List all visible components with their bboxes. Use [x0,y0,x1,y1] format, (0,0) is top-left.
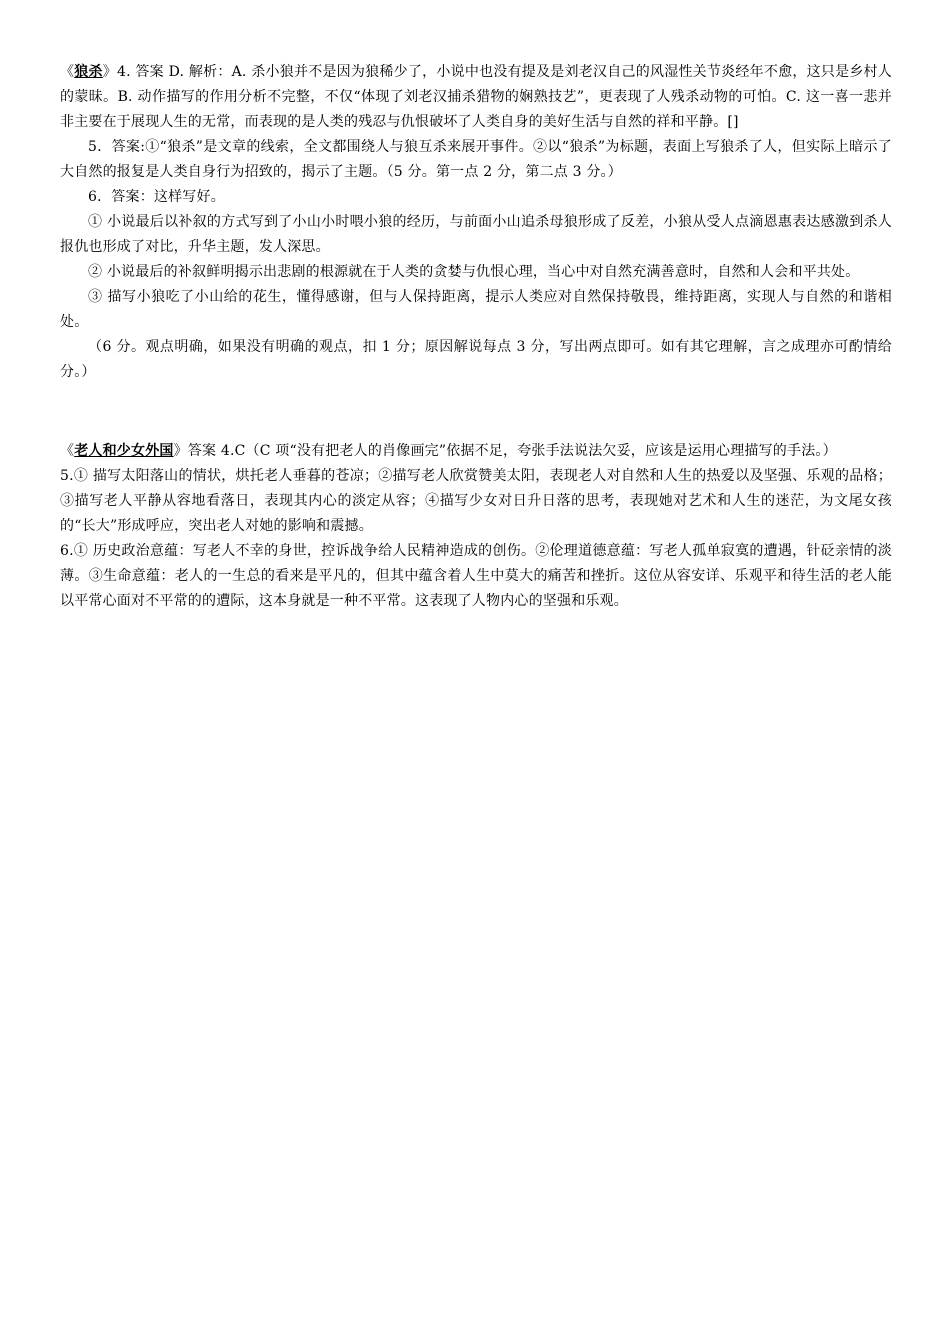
section2-question5: 5.① 描写太阳落山的情状，烘托老人垂暮的苍凉；②描写老人欣赏赞美太阳，表现老人对自然和人生的热爱以及坚强、乐观的品格；③描写老人平静从容地看落日，表现其内心的淡定从容；④描写少女对日升日落的思考，表现她对艺术和人生的迷茫，为文尾女孩的“长大”形成呼应，突出老人对她的影响和震撼。 [60,468,892,534]
section1-question4 [60,60,892,135]
section-wolf-kill [60,60,892,385]
open-quote: 《 [60,64,75,80]
title-link-wolf-kill[interactable]: 狼杀 [74,64,103,80]
title-link-old-man-and-girl[interactable]: 老人和少女外国 [74,443,174,459]
section-old-man-and-girl [60,439,892,614]
question4-text: 》答案 4.C（C 项“没有把老人的肖像画完”依据不足，夸张手法说法欠妥，应该是运用心理描写的手法。） [173,443,837,459]
section2-question6: 6.① 历史政治意蕴：写老人不幸的身世，控诉战争给人民精神造成的创伤。②伦理道德意蕴：写老人孤单寂寞的遭遇，针砭亲情的淡薄。③生命意蕴：老人的一生总的看来是平凡的，但其中蕴含着人生中莫大的痛苦和挫折。这位从容安详、乐观平和待生活的老人能以平常心面对不平常的的遭际，这本身就是一种不平常。这表现了人物内心的坚强和乐观。 [60,543,892,609]
section-gap [60,385,892,439]
section2-question4 [60,439,892,464]
open-quote: 《 [60,443,75,459]
section1-question6: 6．答案：这样写好。 [88,189,225,205]
section1-question5: 5．答案:①“狼杀”是文章的线索，全文都围绕人与狼互杀来展开事件。②以“狼杀”为标题，表面上写狼杀了人，但实际上暗示了大自然的报复是人类自身行为招致的，揭示了主题。（5 分。第一点 2 分，第二点 3 分。） [60,139,892,180]
question4-text: 》4. 答案 D. 解析：A. 杀小狼并不是因为狼稀少了，小说中也没有提及是刘老汉自己的风湿性关节炎经年不愈，这只是乡村人的蒙昧。B. 动作描写的作用分析不完整，不仅“体现了刘老汉捕杀猎物的娴熟技艺”，更表现了人残杀动物的可怕。C. 这一喜一悲并非主要在于展现人生的无常，而表现的是人类的残忍与仇恨破坏了人类自身的美好生活与自然的祥和平静。[] [60,64,893,130]
section1-question6-note: （6 分。观点明确，如果没有明确的观点，扣 1 分；原因解说每点 3 分，写出两点即可。如有其它理解，言之成理亦可酌情给分。） [60,339,892,380]
section1-question6-point3: ③ 描写小狼吃了小山给的花生，懂得感谢，但与人保持距离，提示人类应对自然保持敬畏，维持距离，实现人与自然的和谐相处。 [60,289,892,330]
section1-question6-point2: ② 小说最后的补叙鲜明揭示出悲剧的根源就在于人类的贪婪与仇恨心理，当心中对自然充满善意时，自然和人会和平共处。 [88,264,860,280]
section1-question6-point1: ① 小说最后以补叙的方式写到了小山小时喂小狼的经历，与前面小山追杀母狼形成了反差，小狼从受人点滴恩惠表达感激到杀人报仇也形成了对比，升华主题，发人深思。 [60,214,892,255]
